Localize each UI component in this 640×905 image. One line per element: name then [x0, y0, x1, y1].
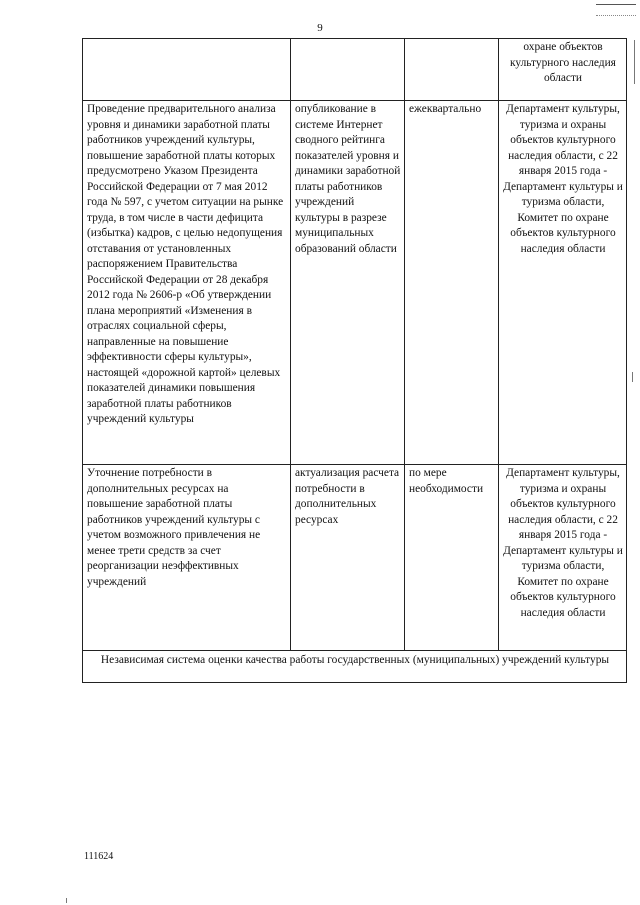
scan-edge-mark [634, 40, 635, 84]
period-cell: по мере необходимости [405, 465, 499, 651]
corner-scan-mark [596, 4, 636, 16]
scan-edge-mark [66, 898, 67, 903]
page-number: 9 [317, 22, 323, 34]
responsible-cell: охране объектов культурного наследия области [499, 39, 627, 101]
result-cell: опубликование в системе Интернет сводного рейтинга показателей уровня и динамики заработной платы работников учреждений культуры в разрезе муниципальных образований области [291, 101, 405, 465]
result-cell [291, 39, 405, 101]
measure-cell: Уточнение потребности в дополнительных ресурсах на повышение заработной платы работников учреждений культуры с учетом возможного привлечения не менее трети средств за счет реорганизации неэффективных учреждений [83, 465, 291, 651]
table-row [83, 101, 627, 465]
table-row [83, 39, 627, 101]
period-cell [405, 39, 499, 101]
measure-cell [83, 39, 291, 101]
section-title: Независимая система оценки качества работы государственных (муниципальных) учреждений культуры [83, 651, 627, 683]
responsible-cell: Департамент культуры, туризма и охраны объектов культурного наследия области, с 22 января 2015 года - Департамент культуры и туризма области, Комитет по охране объектов культурного наследия области [499, 465, 627, 651]
measures-table [82, 38, 627, 683]
document-code: 111624 [84, 851, 114, 862]
scan-edge-mark [632, 372, 633, 382]
section-row [83, 651, 627, 683]
table-row [83, 465, 627, 651]
measure-cell: Проведение предварительного анализа уровня и динамики заработной платы работников учреждений культуры, повышение заработной платы которых предусмотрено Указом Президента Российской Федерации от 7 мая 2012 года № 597, с учетом ситуации на рынке труда, в том числе в части дефицита (избытка) кадров, с целью недопущения отставания от установленных распоряжением Правительства Российской Федерации от 28 декабря 2012 года № 2606-р «Об утверждении плана мероприятий «Изменения в отраслях социальной сферы, направленные на повышение эффективности сферы культуры», настоящей «дорожной картой» целевых показателей динамики повышения заработной платы работников учреждений культуры [83, 101, 291, 465]
responsible-cell: Департамент культуры, туризма и охраны объектов культурного наследия области, с 22 января 2015 года - Департамент культуры и туризма области, Комитет по охране объектов культурного наследия области [499, 101, 627, 465]
period-cell: ежеквартально [405, 101, 499, 465]
result-cell: актуализация расчета потребности в дополнительных ресурсах [291, 465, 405, 651]
